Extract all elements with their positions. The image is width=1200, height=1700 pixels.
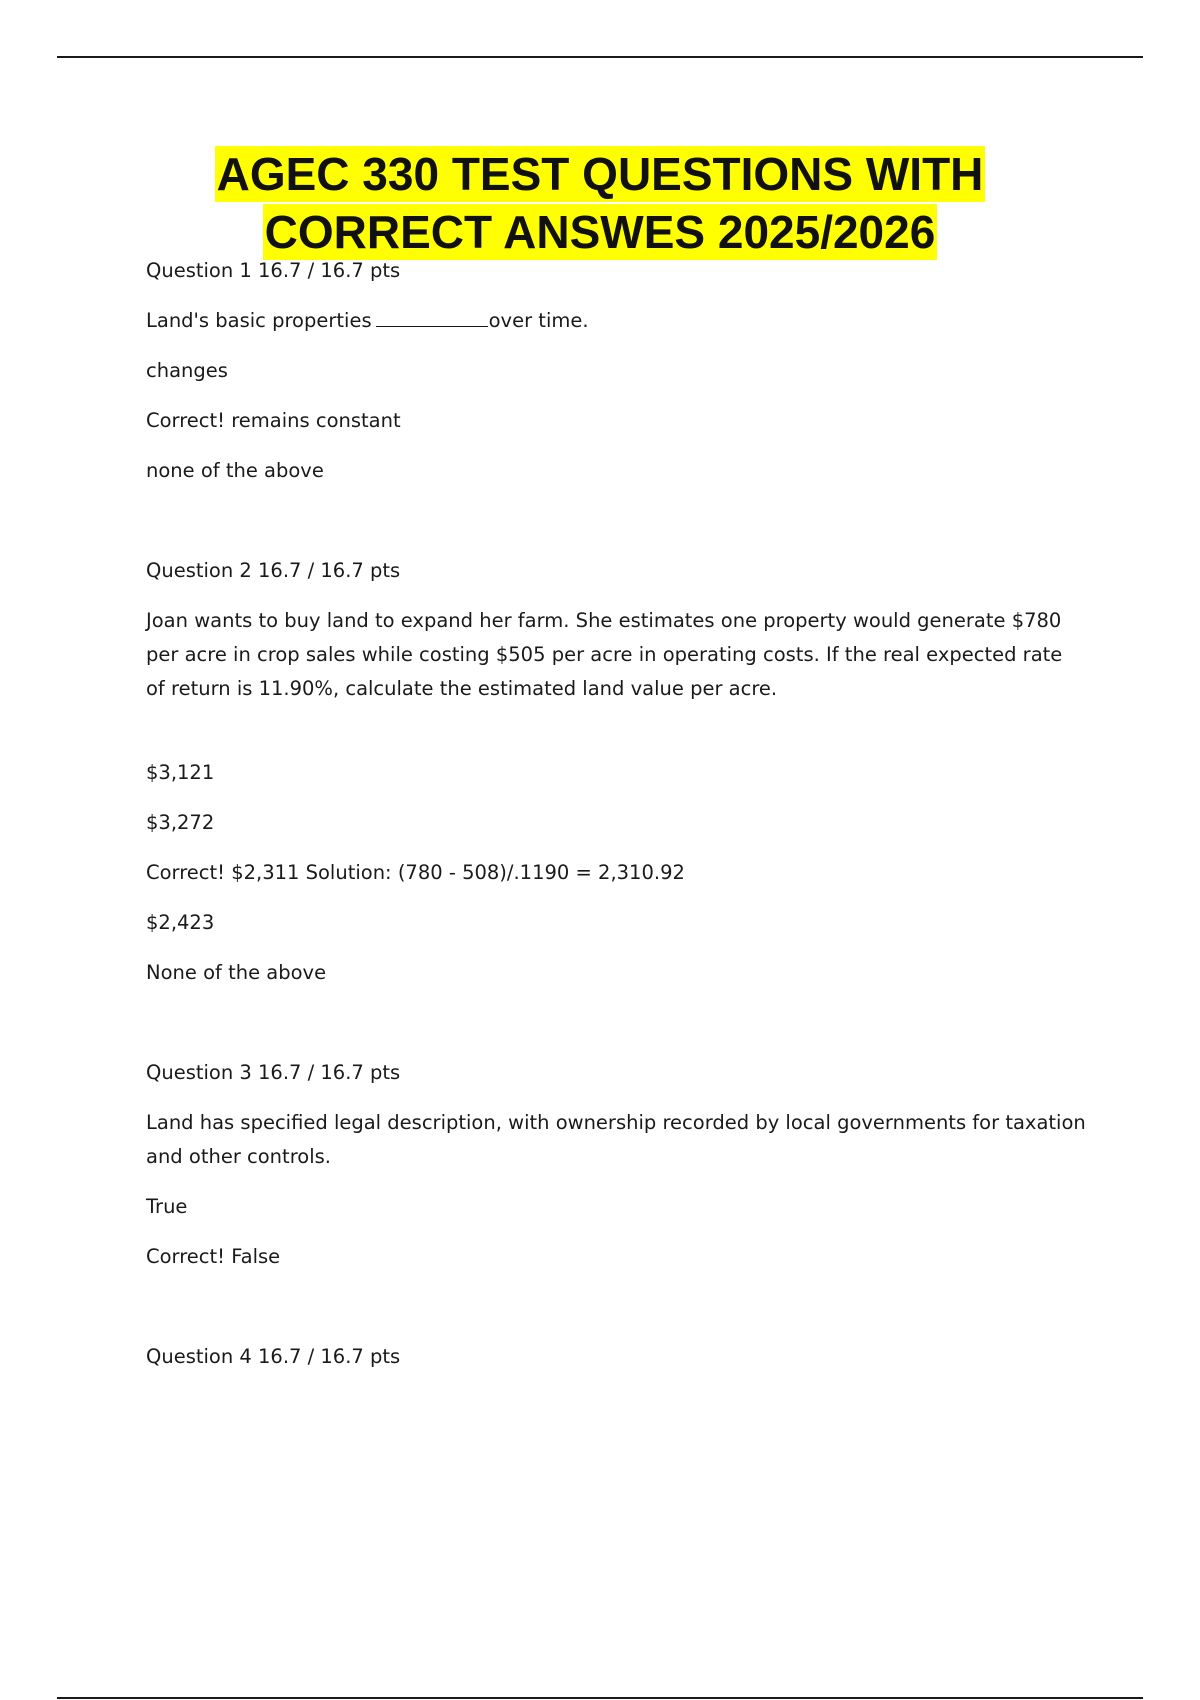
spacer: [146, 1290, 1086, 1340]
spacer: [146, 1006, 1086, 1056]
document-title: [0, 146, 1200, 260]
question-3-header: Question 3 16.7 / 16.7 pts: [146, 1061, 401, 1084]
bottom-rule: [57, 1697, 1143, 1699]
title-line-1: AGEC 330 TEST QUESTIONS WITH: [216, 148, 984, 200]
question-3-prompt: Land has specified legal description, with ownership recorded by local governments for taxation and other controls.: [146, 1111, 1086, 1168]
question-2-option-3: Correct! $2,311 Solution: (780 - 508)/.1190 = 2,310.92: [146, 861, 685, 884]
question-2-option-4: $2,423: [146, 911, 215, 934]
document-body: [146, 254, 1086, 1390]
question-2-option-5: None of the above: [146, 961, 327, 984]
title-line-2: CORRECT ANSWES 2025/2026: [264, 206, 936, 258]
question-1-header: Question 1 16.7 / 16.7 pts: [146, 259, 401, 282]
question-1-option-3: none of the above: [146, 459, 324, 482]
question-3-option-1: True: [146, 1195, 188, 1218]
question-1-prompt-start: Land's basic properties: [146, 309, 372, 332]
spacer: [146, 504, 1086, 554]
question-2-option-1: $3,121: [146, 761, 215, 784]
top-rule: [57, 56, 1143, 58]
fill-in-blank: [376, 304, 488, 327]
question-3-option-2: Correct! False: [146, 1245, 281, 1268]
question-4-header: Question 4 16.7 / 16.7 pts: [146, 1345, 401, 1368]
spacer: [146, 722, 1086, 756]
question-1-prompt: [146, 304, 1086, 338]
question-1-option-2: Correct! remains constant: [146, 409, 401, 432]
question-2-option-2: $3,272: [146, 811, 215, 834]
question-1-option-1: changes: [146, 359, 228, 382]
question-1-prompt-end: over time.: [488, 309, 589, 332]
question-2-header: Question 2 16.7 / 16.7 pts: [146, 559, 401, 582]
question-2-prompt: Joan wants to buy land to expand her farm. She estimates one property would generate $780 per acre in crop sales while costing $505 per acre in operating costs. If the real expected rate of return is 11.90%, calculate the estimated land value per acre.: [146, 609, 1063, 700]
